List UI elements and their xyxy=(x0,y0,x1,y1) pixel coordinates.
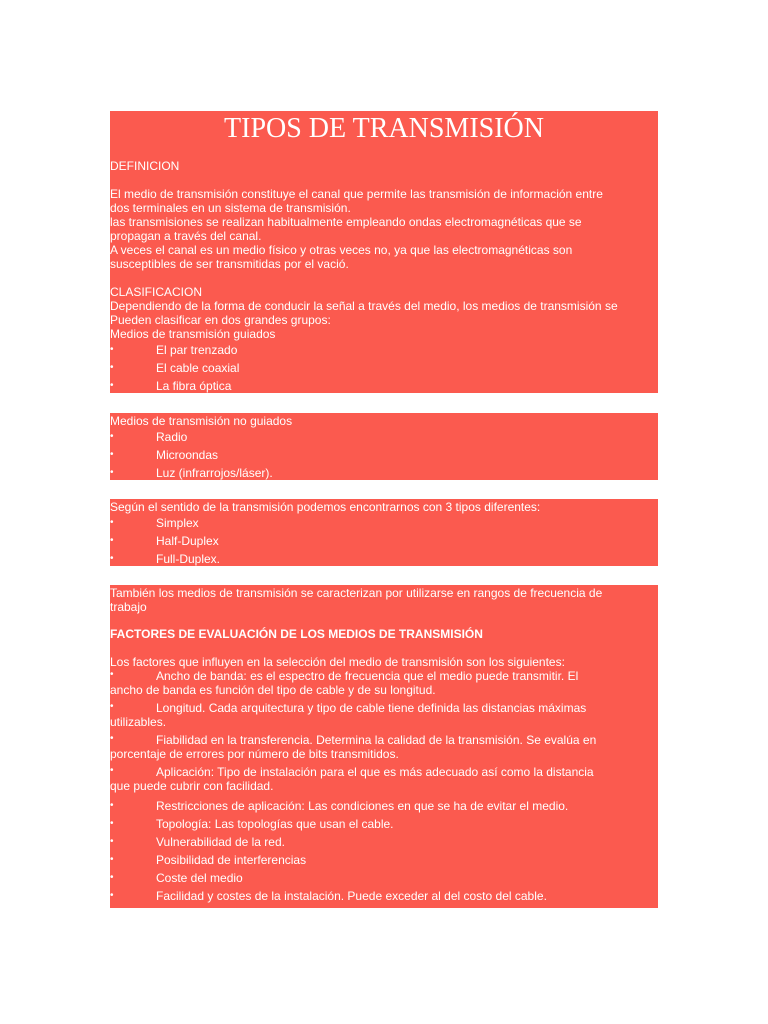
definicion-line: dos terminales en un sistema de transmisión. xyxy=(110,201,351,215)
list-item-guiado: • El par trenzado xyxy=(110,341,658,359)
factor-text-cont: que puede cubrir con facilidad. xyxy=(110,779,274,793)
clasificacion-line: Medios de transmisión guiados xyxy=(110,327,276,341)
definicion-line: A veces el canal es un medio físico y otras veces no, ya que las electromagnéticas son xyxy=(110,243,573,257)
factores-heading: FACTORES DE EVALUACIÓN DE LOS MEDIOS DE TRANSMISIÓN xyxy=(110,627,483,641)
factor-text: Longitud. Cada arquitectura y tipo de cable tiene definida las distancias máximas xyxy=(156,701,587,715)
page-title: TIPOS DE TRANSMISIÓN xyxy=(224,113,544,144)
spacer xyxy=(110,173,658,187)
factor-text: Fiabilidad en la transferencia. Determina la calidad de la transmisión. Se evalúa en xyxy=(156,733,597,747)
no-guiados-heading: Medios de transmisión no guiados xyxy=(110,414,293,428)
list-item-sentido: • Simplex xyxy=(110,514,658,532)
list-item-factor: • Facilidad y costes de la instalación. Puede exceder al del costo del cable. xyxy=(110,887,658,905)
list-item-factor: • Restricciones de aplicación: Las condiciones en que se ha de evitar el medio. xyxy=(110,797,658,815)
sentido-heading: Según el sentido de la transmisión podemos encontrarnos con 3 tipos diferentes: xyxy=(110,500,541,514)
section-no-guiados xyxy=(110,413,658,480)
factor-text: Aplicación: Tipo de instalación para el que es más adecuado así como la distancia xyxy=(156,765,594,779)
list-item-factor xyxy=(110,733,658,761)
spacer xyxy=(110,271,658,285)
list-item-no-guiado: • Microondas xyxy=(110,446,658,464)
list-item-no-guiado: • Luz (infrarrojos/láser). xyxy=(110,464,658,482)
factor-text-cont: utilizables. xyxy=(110,715,167,729)
list-item-sentido: • Half-Duplex xyxy=(110,532,658,550)
definicion-line: las transmisiones se realizan habitualmente empleando ondas electromagnéticas que se xyxy=(110,215,582,229)
intro-line: trabajo xyxy=(110,600,147,614)
intro-line: También los medios de transmisión se caracterizan por utilizarse en rangos de frecuencia de xyxy=(110,586,603,600)
list-item-factor: • Coste del medio xyxy=(110,869,658,887)
list-item-factor: • Topología: Las topologías que usan el cable. xyxy=(110,815,658,833)
definicion-line: susceptibles de ser transmitidas por el vació. xyxy=(110,257,349,271)
section-factores xyxy=(110,585,658,908)
factor-text-cont: ancho de banda es función del tipo de cable y de su longitud. xyxy=(110,683,436,697)
list-item-factor xyxy=(110,701,658,729)
definicion-line: propagan a través del canal. xyxy=(110,229,262,243)
factores-lead: Los factores que influyen en la selección del medio de transmisión son los siguientes: xyxy=(110,655,565,669)
factor-text-cont: porcentaje de errores por número de bits transmitidos. xyxy=(110,747,399,761)
section-definicion-clasificacion xyxy=(110,111,658,393)
definicion-line: El medio de transmisión constituye el canal que permite las transmisión de información entre xyxy=(110,187,603,201)
list-item-guiado: • El cable coaxial xyxy=(110,359,658,377)
clasificacion-line: Pueden clasificar en dos grandes grupos: xyxy=(110,313,331,327)
definicion-heading: DEFINICION xyxy=(110,159,180,173)
clasificacion-heading: CLASIFICACION xyxy=(110,285,203,299)
list-item-factor xyxy=(110,765,658,793)
list-item-guiado: • La fibra óptica xyxy=(110,377,658,395)
clasificacion-line: Dependiendo de la forma de conducir la señal a través del medio, los medios de transmisión se xyxy=(110,299,618,313)
list-item-no-guiado: • Radio xyxy=(110,428,658,446)
section-sentido-transmision xyxy=(110,499,658,566)
list-item-factor: • Posibilidad de interferencias xyxy=(110,851,658,869)
list-item-factor: • Vulnerabilidad de la red. xyxy=(110,833,658,851)
factor-text: Ancho de banda: es el espectro de frecuencia que el medio puede transmitir. El xyxy=(156,669,579,683)
list-item-sentido: • Full-Duplex. xyxy=(110,550,658,568)
list-item-factor xyxy=(110,669,658,697)
